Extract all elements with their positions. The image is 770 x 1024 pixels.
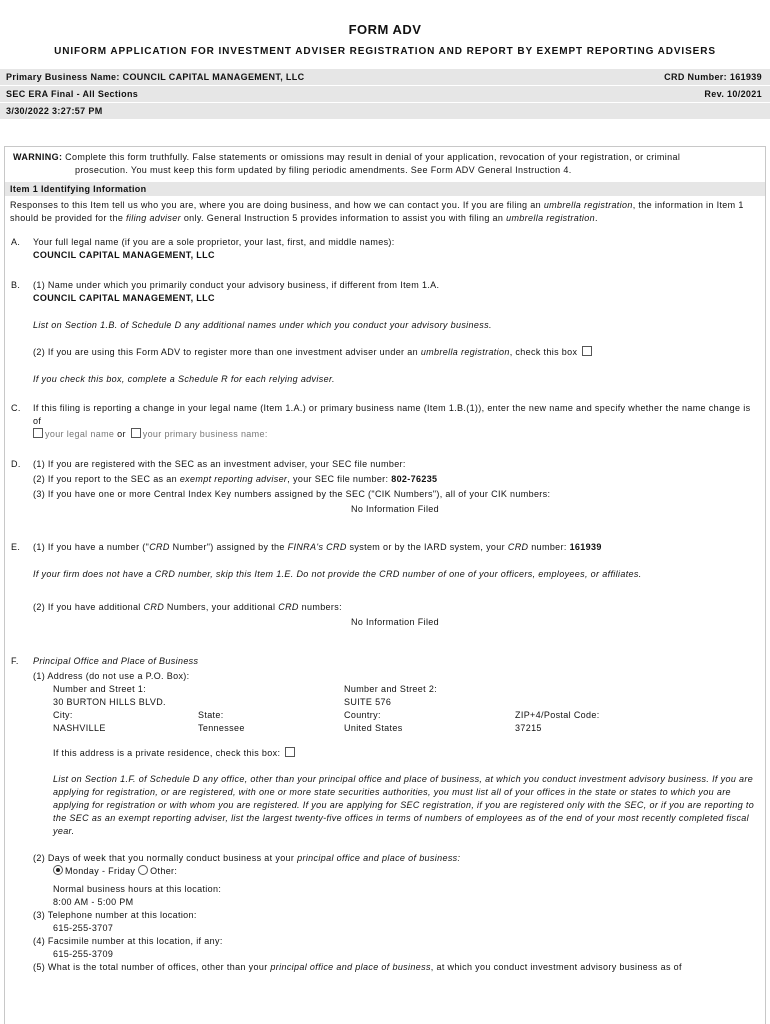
crd-number: CRD Number: 161939 <box>664 72 762 82</box>
section-b-letter: B. <box>11 280 21 290</box>
city-value: NASHVILLE <box>53 723 106 733</box>
offices-question: (5) What is the total number of offices, other than your principal office and place of business, at which you conduct investment advisory business as of <box>33 962 682 972</box>
section-b <box>5 279 765 386</box>
section-e-question-2: (2) If you have additional CRD Numbers, your additional CRD numbers: <box>33 602 342 612</box>
cik-no-info: No Information Filed <box>350 504 440 514</box>
meta-row-version <box>0 86 770 102</box>
section-d-letter: D. <box>11 459 21 469</box>
section-e-note: If your firm does not have a CRD number, skip this Item 1.E. Do not provide the CRD number of one of your officers, employees, or affiliates. <box>33 569 642 579</box>
section-a-question: Your full legal name (if you are a sole proprietor, your last, first, and middle names): <box>33 237 395 247</box>
address-grid <box>33 683 757 735</box>
section-f-letter: F. <box>11 656 19 666</box>
private-residence-checkbox[interactable] <box>285 747 295 757</box>
warning-block <box>5 147 765 179</box>
days-question: (2) Days of week that you normally conduct business at your principal office and place of business: <box>33 853 461 863</box>
section-b-note-2: If you check this box, complete a Schedule R for each relying adviser. <box>33 374 335 384</box>
business-hours-label: Normal business hours at this location: <box>53 884 222 894</box>
monday-friday-radio[interactable] <box>53 865 63 875</box>
name-change-options: your legal name or your primary business name: <box>33 428 757 441</box>
section-d-question-2: (2) If you report to the SEC as an exempt reporting adviser, your SEC file number: 802-76235 <box>33 474 438 484</box>
state-value: Tennessee <box>198 723 245 733</box>
section-a-letter: A. <box>11 237 21 247</box>
country-label: Country: <box>344 710 381 720</box>
section-e <box>5 541 765 629</box>
fax-value: 615-255-3709 <box>53 949 114 959</box>
street2-label: Number and Street 2: <box>344 684 438 694</box>
zip-label: ZIP+4/Postal Code: <box>515 710 600 720</box>
warning-text-2: prosecution. You must keep this form updated by filing periodic amendments. See Form ADV General Instruction 4. <box>75 165 572 175</box>
section-f-note: List on Section 1.F. of Schedule D any office, other than your principal office and place of business, at which you conduct investment advisory business. If you are applying for registration, or are registered, with one or more state securities authorities, you must list all of your offices in the state or states to which you are applying for registration or with whom you are registered. If you are applying for SEC registration, if you are registered only with the SEC, or if you are reporting to the SEC as an exempt reporting adviser, list the largest twenty-five offices in terms of numbers of employees as of the end of your most recently completed fiscal year. <box>53 774 755 836</box>
other-days-label: Other: <box>150 866 178 876</box>
private-residence-row: If this address is a private residence, check this box: <box>33 747 757 760</box>
form-meta <box>0 69 770 119</box>
section-f-heading: Principal Office and Place of Business <box>33 656 199 666</box>
business-hours-value: 8:00 AM - 5:00 PM <box>53 897 134 907</box>
form-subtitle: UNIFORM APPLICATION FOR INVESTMENT ADVISER REGISTRATION AND REPORT BY EXEMPT REPORTING ADVISERS <box>54 46 716 57</box>
warning-label: WARNING: <box>13 152 63 162</box>
item1-heading: Item 1 Identifying Information <box>5 182 765 196</box>
street1-value: 30 BURTON HILLS BLVD. <box>53 697 166 707</box>
monday-friday-label: Monday - Friday <box>65 866 136 876</box>
section-b-question-2: (2) If you are using this Form ADV to register more than one investment adviser under an umbrella registration, check this box <box>33 346 757 359</box>
additional-crd-no-info: No Information Filed <box>350 617 440 627</box>
section-f <box>5 655 765 974</box>
primary-name-option-label: your primary business name: <box>142 429 268 439</box>
legal-name-value: COUNCIL CAPITAL MANAGEMENT, LLC <box>33 250 215 260</box>
section-a <box>5 236 765 262</box>
telephone-value: 615-255-3707 <box>53 923 114 933</box>
legal-name-change-checkbox[interactable] <box>33 428 43 438</box>
days-options <box>33 865 757 878</box>
filing-datetime: 3/30/2022 3:27:57 PM <box>6 106 103 116</box>
section-c <box>5 402 765 441</box>
street2-value: SUITE 576 <box>344 697 392 707</box>
crd-number-value: 161939 <box>569 542 602 552</box>
country-value: United States <box>344 723 403 733</box>
sec-file-number: 802-76235 <box>391 474 438 484</box>
primary-business-name: Primary Business Name: COUNCIL CAPITAL MANAGEMENT, LLC <box>6 72 305 82</box>
umbrella-registration-checkbox[interactable] <box>582 346 592 356</box>
meta-row-datetime <box>0 103 770 119</box>
section-d-question-3: (3) If you have one or more Central Index Key numbers assigned by the SEC ("CIK Numbers"), all of your CIK numbers: <box>33 489 551 499</box>
section-e-question-1: (1) If you have a number ("CRD Number") assigned by the FINRA's CRD system or by the IARD system, your CRD number: 161939 <box>33 542 602 552</box>
item1-intro: Responses to this Item tell us who you are, where you are doing business, and how we can contact you. If you are filing an umbrella registration, the information in Item 1 should be provided for the filing adviser only. General Instruction 5 provides information to assist you with filing an umbrella registration. <box>10 200 744 223</box>
telephone-question: (3) Telephone number at this location: <box>33 910 197 920</box>
legal-name-option-label: your legal name <box>45 429 115 439</box>
section-c-question: If this filing is reporting a change in your legal name (Item 1.A.) or primary business name (Item 1.B.(1)), enter the new name and specify whether the name change is of <box>33 403 751 426</box>
section-b-note-1: List on Section 1.B. of Schedule D any additional names under which you conduct your advisory business. <box>33 320 492 330</box>
section-c-letter: C. <box>11 403 21 413</box>
primary-name-change-checkbox[interactable] <box>131 428 141 438</box>
sec-era-label: SEC ERA Final - All Sections <box>6 89 139 99</box>
city-label: City: <box>53 710 73 720</box>
section-e-letter: E. <box>11 542 21 552</box>
other-days-radio[interactable] <box>138 865 148 875</box>
form-title: FORM ADV <box>348 22 422 37</box>
zip-value: 37215 <box>515 723 542 733</box>
address-question: (1) Address (do not use a P.O. Box): <box>33 671 190 681</box>
business-name-value: COUNCIL CAPITAL MANAGEMENT, LLC <box>33 293 215 303</box>
revision-label: Rev. 10/2021 <box>704 89 762 99</box>
state-label: State: <box>198 710 224 720</box>
form-body <box>4 146 766 1024</box>
section-d <box>5 458 765 516</box>
section-d-question-1: (1) If you are registered with the SEC as an investment adviser, your SEC file number: <box>33 459 406 469</box>
section-b-question-1: (1) Name under which you primarily conduct your advisory business, if different from Item 1.A. <box>33 280 440 290</box>
fax-question: (4) Facsimile number at this location, if any: <box>33 936 223 946</box>
warning-text-1: Complete this form truthfully. False statements or omissions may result in denial of your application, revocation of your registration, or criminal <box>65 152 681 162</box>
street1-label: Number and Street 1: <box>53 684 147 694</box>
meta-row-business <box>0 69 770 85</box>
